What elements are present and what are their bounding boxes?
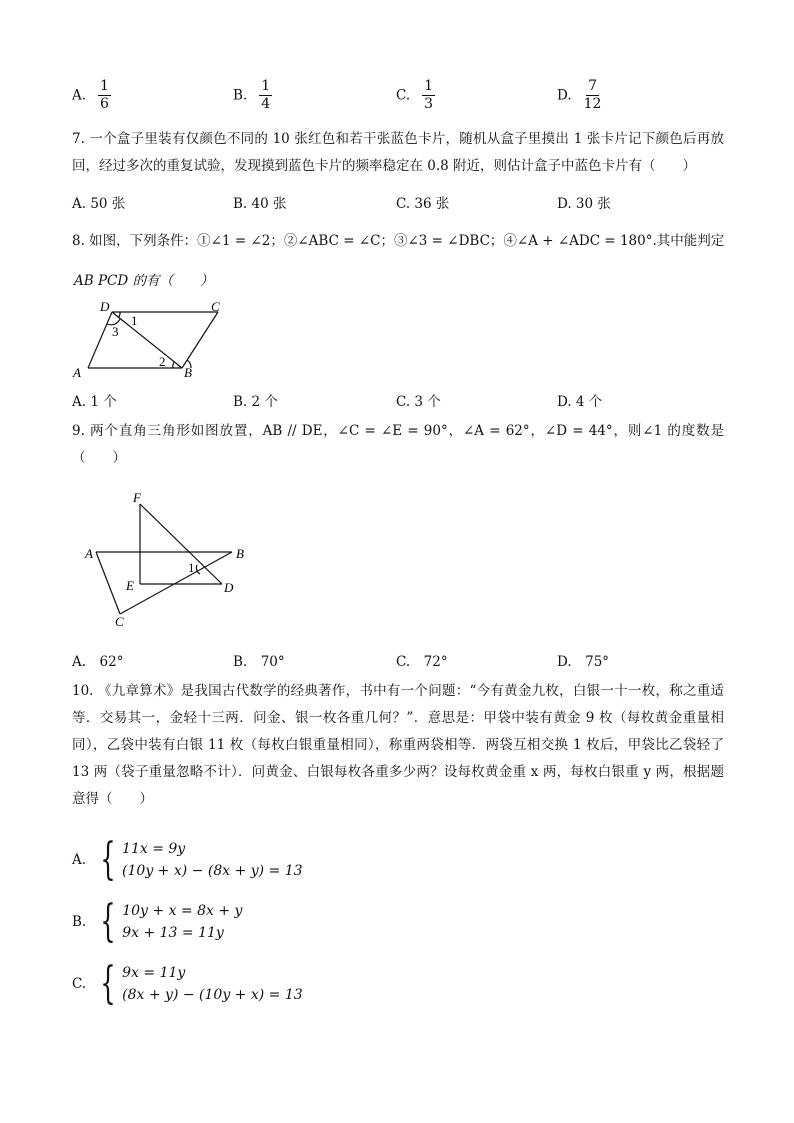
- denominator: 3: [424, 96, 434, 112]
- option-label: C.: [72, 976, 87, 992]
- angle-label-1: 1: [131, 313, 138, 328]
- option-c: C. 36 张: [396, 196, 450, 212]
- angle-label-2: 2: [159, 354, 166, 369]
- option-label: A.: [72, 852, 87, 868]
- label-c: C: [115, 614, 124, 629]
- option-b: B. 40 张: [233, 196, 287, 212]
- numerator: 1: [424, 78, 434, 94]
- denominator: 4: [261, 96, 271, 112]
- option-a: A. 50 张: [72, 196, 126, 212]
- angle-arc: [118, 312, 120, 318]
- equation: 11x = 9y: [122, 841, 186, 857]
- label-b: B: [184, 365, 192, 380]
- equation: (10y + x) − (8x + y) = 13: [122, 863, 303, 879]
- diagonal-db: [112, 312, 182, 368]
- option-c: [396, 78, 435, 113]
- fraction: [584, 78, 602, 113]
- option-c: C. 3 个: [396, 394, 441, 410]
- label-b: B: [236, 546, 244, 561]
- equation: 9x = 11y: [122, 965, 186, 981]
- equation-system: [122, 838, 303, 882]
- label-e: E: [126, 578, 134, 593]
- angle-label-1: 1: [188, 560, 195, 575]
- fraction: [98, 78, 111, 113]
- angle-arc: [173, 362, 174, 368]
- label-a: A: [73, 365, 81, 380]
- question-7-text: 7. 一个盒子里装有仅颜色不同的 10 张红色和若干张蓝色卡片，随机从盒子里摸出 1 张卡片记下颜色后再放回，经过多次的重复试验，发现摸到蓝色卡片的频率稳定在 0.8 附近，则估计盒子中蓝色卡片有（ ）: [72, 131, 724, 174]
- question-10-option-b: [72, 896, 243, 947]
- option-a: A. 1 个: [72, 394, 117, 410]
- option-a: [72, 78, 111, 113]
- angle-label-3: 3: [112, 324, 119, 339]
- equation: (8x + y) − (10y + x) = 13: [122, 987, 303, 1003]
- question-8-figure: [70, 298, 230, 382]
- equation-system: [122, 962, 303, 1006]
- question-8-text-line2: AB PCD 的有（ ）: [74, 273, 214, 289]
- question-8-text: 8. 如图，下列条件：①∠1 = ∠2；②∠ABC = ∠C；③∠3 = ∠DBC；④∠A + ∠ADC = 180°.其中能判定: [72, 233, 725, 249]
- label-a: A: [85, 546, 93, 561]
- edge-fd: [140, 504, 222, 584]
- equation: 9x + 13 = 11y: [122, 925, 224, 941]
- fraction: [259, 78, 272, 113]
- option-label: D.: [557, 87, 572, 104]
- question-10-option-a: [72, 834, 303, 885]
- question-10-text: 10. 《九章算术》是我国古代数学的经典著作，书中有一个问题：“今有黄金九枚，白银一十一枚，称之重适等．交易其一，金轻十三两．问金、银一枚各重几何？”．意思是：甲袋中装有黄金 9 枚（每枚黄金重量相同），乙袋中装有白银 11 枚（每枚白银重量相同），称重两袋相等．两袋互相交换 1 枚后，甲袋比乙袋轻了 13 两（袋子重量忽略不计）．问黄金、白银每枚各重多少两？设每枚黄金重 x 两，每枚白银重 y 两，根据题意得（ ）: [72, 683, 724, 807]
- brace-icon: {: [100, 896, 116, 947]
- option-b: [233, 78, 272, 113]
- option-d: D. 75°: [557, 654, 610, 670]
- label-d: D: [224, 580, 234, 595]
- question-10-option-c: [72, 958, 303, 1009]
- edge-ad: [88, 312, 112, 368]
- equation: 10y + x = 8x + y: [122, 903, 243, 919]
- option-d: [557, 78, 601, 113]
- label-c: C: [211, 299, 220, 314]
- option-d: D. 4 个: [557, 394, 603, 410]
- brace-icon: {: [100, 958, 116, 1009]
- numerator: 7: [588, 78, 598, 94]
- label-d: D: [100, 299, 110, 314]
- fraction: [422, 78, 435, 113]
- edge-cb: [120, 552, 232, 614]
- option-label: B.: [72, 914, 87, 930]
- option-label: A.: [72, 87, 87, 104]
- numerator: 1: [100, 78, 109, 94]
- option-b: B. 70°: [233, 654, 285, 670]
- option-d: D. 30 张: [557, 196, 611, 212]
- question-9-text: 9. 两个直角三角形如图放置，AB // DE，∠C = ∠E = 90°，∠A = 62°，∠D = 44°，则∠1 的度数是（ ）: [72, 423, 724, 466]
- numerator: 1: [261, 78, 271, 94]
- equation-system: [122, 900, 242, 944]
- option-label: C.: [396, 87, 411, 104]
- edge-ac: [96, 552, 120, 614]
- option-b: B. 2 个: [233, 394, 278, 410]
- denominator: 12: [583, 96, 602, 112]
- option-label: B.: [233, 87, 248, 104]
- denominator: 6: [100, 96, 109, 112]
- label-f: F: [133, 490, 141, 505]
- option-c: C. 72°: [396, 654, 448, 670]
- question-9-figure: [80, 488, 260, 630]
- brace-icon: {: [100, 834, 116, 885]
- option-a: A. 62°: [72, 654, 124, 670]
